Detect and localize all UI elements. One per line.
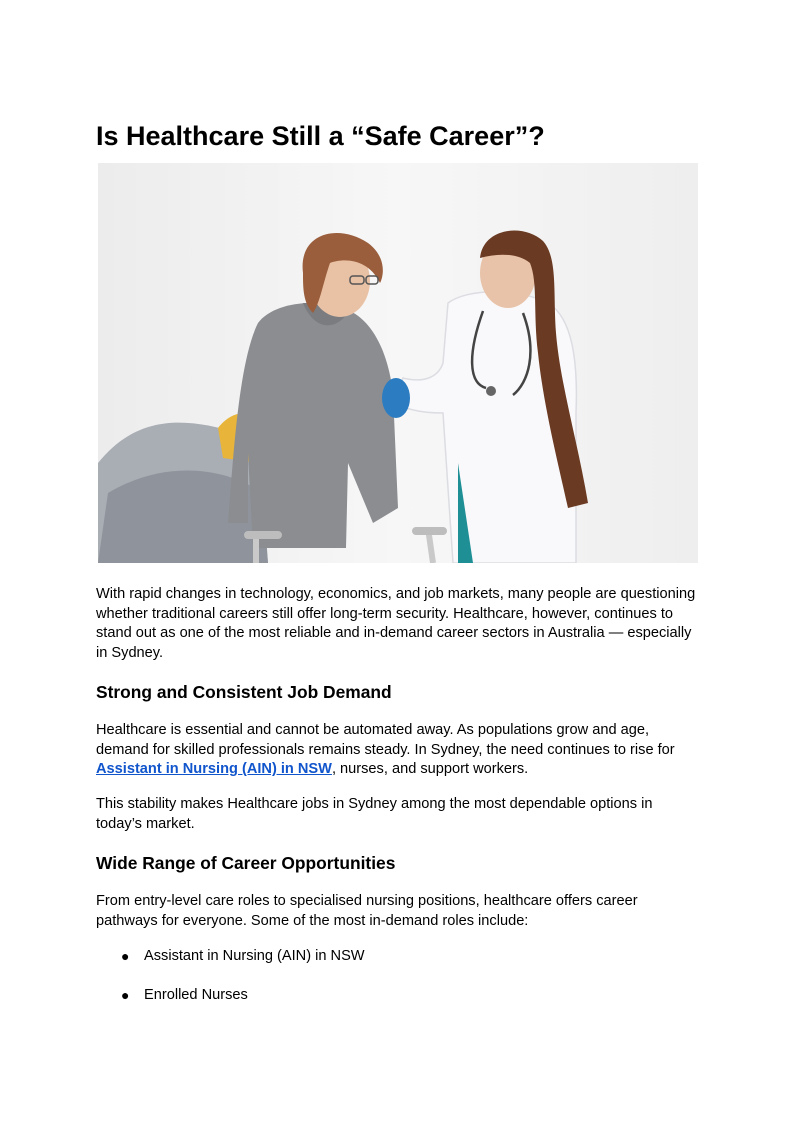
intro-paragraph: With rapid changes in technology, economics, and job markets, many people are questioning whether traditional careers still offer long-term security. Healthcare, however, continues to stand out as one of the most reliable and in-demand career sectors in Australia — especially in Sydney. [96,586,696,661]
career-opportunities-paragraph: From entry-level care roles to specialised nursing positions, healthcare offers career pathways for everyone. Some of the most in-demand roles include: [96,893,638,929]
photo-nurse-helping-patient-with-walker-icon [98,163,698,563]
job-demand-paragraph [96,721,700,780]
list-item [96,946,700,985]
stability-paragraph: This stability makes Healthcare jobs in Sydney among the most dependable options in today’s market. [96,796,653,832]
job-demand-text-end: , nurses, and support workers. [331,761,529,778]
hero-image [98,163,698,563]
section-heading-job-demand: Strong and Consistent Job Demand [96,682,392,702]
section-heading-career-opportunities: Wide Range of Career Opportunities [96,853,396,873]
list-item [96,985,700,1024]
bullet-icon: ● [121,987,130,1003]
page-title: Is Healthcare Still a “Safe Career”? [96,121,545,151]
list-item-label: Enrolled Nurses [144,987,248,1003]
in-demand-roles-list [96,946,700,1024]
job-demand-text-start: Healthcare is essential and cannot be automated away. As populations grow and age, demand for skilled professionals remains steady. In Sydney, the need continues to rise for [96,722,675,758]
list-item-label: Assistant in Nursing (AIN) in NSW [144,948,365,964]
bullet-icon: ● [121,948,130,964]
ain-nsw-link[interactable]: Assistant in Nursing (AIN) in NSW [96,761,332,778]
